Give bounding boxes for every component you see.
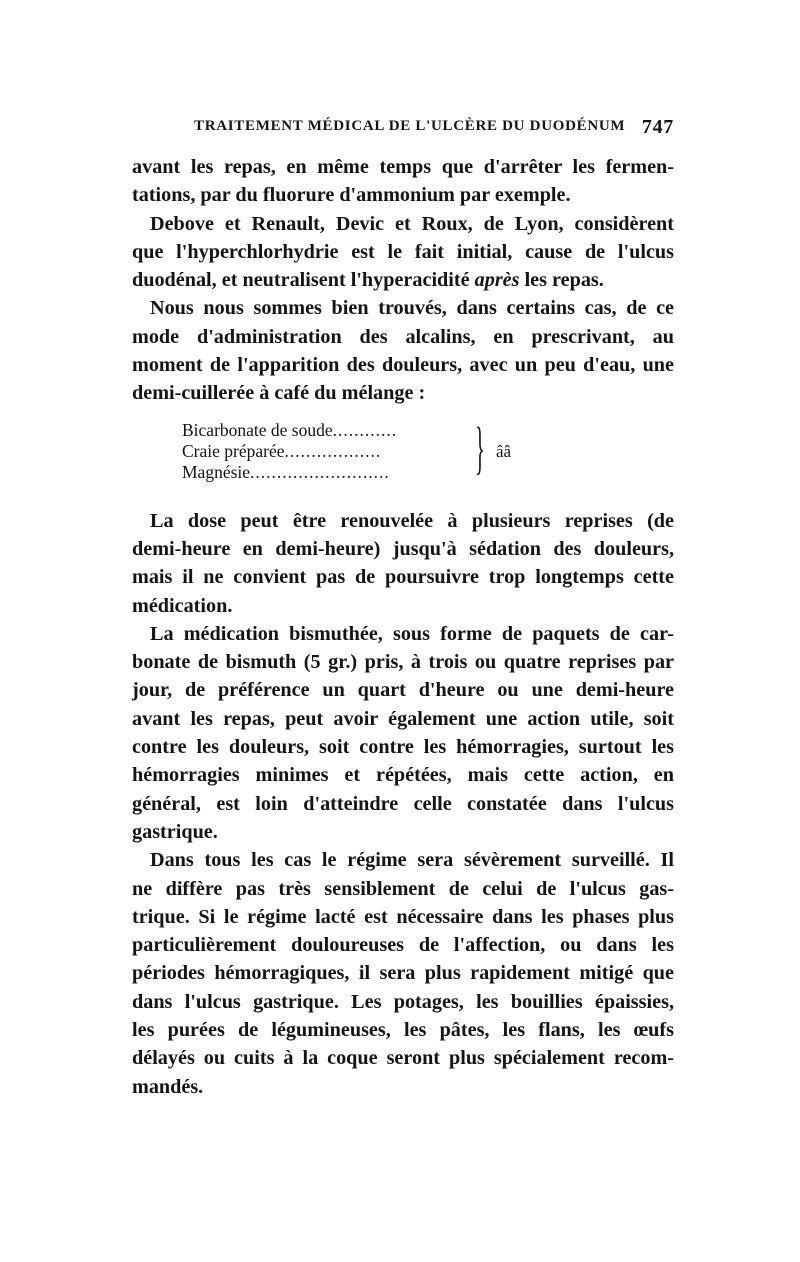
text-line: que l'hyperchlorhydrie est le fait initial, cause de l'ulcus <box>132 240 674 263</box>
prescription-formula <box>132 414 674 504</box>
quantity-mark: ââ <box>496 441 512 461</box>
leader-dots: .................. <box>284 440 382 461</box>
text-line: délayés ou cuits à la coque seront plus spécialement recom- <box>132 1047 674 1070</box>
body-text <box>132 153 674 1101</box>
ingredient-name: Bicarbonate de soude <box>182 419 333 440</box>
book-page <box>132 0 674 1262</box>
chapter-title: TRAITEMENT MÉDICAL DE L'ULCÈRE DU DUODÉNUM <box>194 118 626 134</box>
text-run: duodénal, et neutralisent l'hyperacidité <box>132 269 470 292</box>
text-line: La dose peut être renouvelée à plusieurs reprises (de <box>150 509 674 532</box>
emphasis: après <box>474 269 520 292</box>
text-line: gastrique. <box>132 820 218 843</box>
text-line: hémorragies minimes et répétées, mais cette action, en <box>132 764 674 787</box>
text-line: ne diffère pas très sensiblement de celui de l'ulcus gas- <box>132 877 674 900</box>
text-line: avant les repas, peut avoir également une action utile, soit <box>132 707 674 730</box>
text-line: contre les douleurs, soit contre les hémorragies, surtout les <box>132 736 674 759</box>
text-line: La médication bismuthée, sous forme de paquets de car- <box>150 622 674 645</box>
page-number: 747 <box>641 116 674 138</box>
text-line: demi-heure en demi-heure) jusqu'à sédation des douleurs, <box>132 537 674 560</box>
text-line: Nous nous sommes bien trouvés, dans certains cas, de ce <box>150 297 674 320</box>
text-line: jour, de préférence un quart d'heure ou une demi-heure <box>132 679 674 702</box>
text-line: bonate de bismuth (5 gr.) pris, à trois ou quatre reprises par <box>132 651 674 674</box>
text-line: tations, par du fluorure d'ammonium par exemple. <box>132 184 571 207</box>
formula-item <box>182 462 472 483</box>
brace-symbol: } <box>475 414 485 480</box>
text-line: mais il ne convient pas de poursuivre trop longtemps cette <box>132 566 674 589</box>
leader-dots: .......................... <box>250 461 390 482</box>
text-line: général, est loin d'atteindre celle constatée dans l'ulcus <box>132 792 674 815</box>
text-run: les repas. <box>524 269 604 292</box>
text-line: Dans tous les cas le régime sera sévèrement surveillé. Il <box>150 849 674 872</box>
text-line: les purées de légumineuses, les pâtes, les flans, les œufs <box>132 1019 674 1042</box>
ingredient-name: Craie préparée <box>182 440 285 461</box>
text-line: avant les repas, en même temps que d'arrêter les fermen- <box>132 156 674 178</box>
ingredient-name: Magnésie <box>182 461 251 482</box>
text-line <box>132 266 674 294</box>
formula-item <box>182 420 472 441</box>
text-line: dans l'ulcus gastrique. Les potages, les bouillies épaissies, <box>132 990 674 1013</box>
text-line: médication. <box>132 594 233 617</box>
text-line: particulièrement douloureuses de l'affection, ou dans les <box>132 934 674 957</box>
text-line: moment de l'apparition des douleurs, avec un peu d'eau, une <box>132 354 674 377</box>
formula-items <box>182 420 472 483</box>
text-line: Debove et Renault, Devic et Roux, de Lyon, considèrent <box>150 212 674 235</box>
text-line: mandés. <box>132 1075 204 1098</box>
text-line: trique. Si le régime lacté est nécessaire dans les phases plus <box>132 905 674 928</box>
text-line: périodes hémorragiques, il sera plus rapidement mitigé que <box>132 962 674 985</box>
formula-item <box>182 441 472 462</box>
text-line: mode d'administration des alcalins, en prescrivant, au <box>132 325 674 348</box>
text-line: demi-cuillerée à café du mélange : <box>132 382 426 405</box>
leader-dots: ............ <box>332 419 398 440</box>
